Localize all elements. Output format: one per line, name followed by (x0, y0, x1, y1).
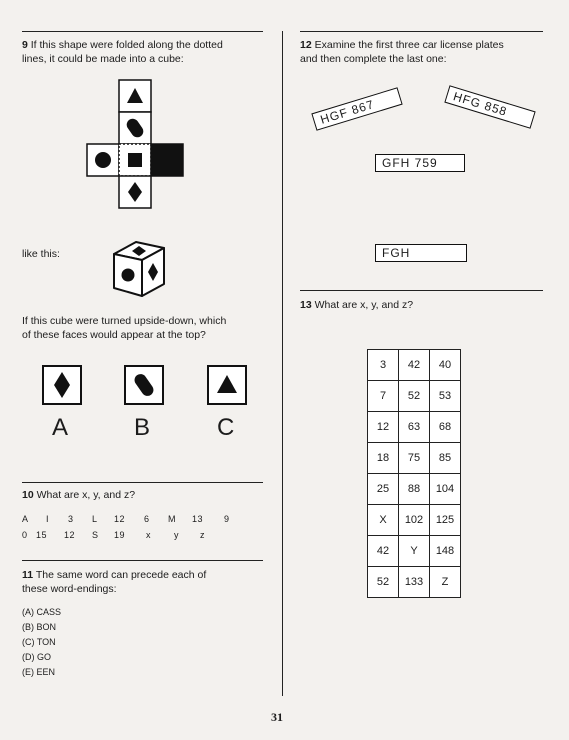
table-cell: 12 (368, 412, 399, 443)
sequence-term: 9 (224, 514, 230, 524)
choice-a-face[interactable] (42, 365, 82, 405)
question-text: The same word can precede each of (35, 569, 207, 581)
table-row (368, 567, 461, 598)
question-text: these word-endings: (22, 583, 117, 595)
diamond-icon (54, 372, 70, 398)
table-cell: 52 (399, 381, 430, 412)
table-row (368, 505, 461, 536)
table-cell: 42 (399, 350, 430, 381)
net-face-black (151, 144, 183, 176)
table-cell: 148 (430, 536, 461, 567)
sequence-term: I (46, 514, 50, 524)
table-cell: 42 (368, 536, 399, 567)
table-cell: Y (399, 536, 430, 567)
sequence-term: 19 (114, 530, 126, 540)
question-12 (300, 38, 550, 66)
table-cell: 40 (430, 350, 461, 381)
sequence-term: x (146, 530, 151, 540)
table-cell: 85 (430, 443, 461, 474)
license-plate-2: HFG 858 (444, 85, 535, 129)
oval-icon (132, 372, 156, 399)
option-e[interactable]: (E) EEN (22, 667, 56, 677)
sequence-term: y (174, 530, 179, 540)
table-row (368, 443, 461, 474)
choice-a-label: A (52, 414, 69, 441)
choice-b-label: B (134, 414, 151, 441)
sequence-term: 0 (22, 530, 28, 540)
table-cell: 125 (430, 505, 461, 536)
question-13 (300, 298, 413, 312)
table-cell: 104 (430, 474, 461, 505)
cube-net-diagram (85, 78, 190, 218)
cube-diagram (104, 238, 174, 302)
table-row (368, 474, 461, 505)
sequence-term: 12 (64, 530, 76, 540)
choice-b-face[interactable] (124, 365, 164, 405)
table-cell: 75 (399, 443, 430, 474)
table-row (368, 412, 461, 443)
table-cell: 18 (368, 443, 399, 474)
circle-icon (95, 152, 111, 168)
choice-c-face[interactable] (207, 365, 247, 405)
sequence-term: 15 (36, 530, 48, 540)
sequence-term: 12 (114, 514, 126, 524)
question-9-ask (22, 314, 267, 342)
table-cell: 53 (430, 381, 461, 412)
question-11 (22, 568, 267, 596)
option-a[interactable]: (A) CASS (22, 607, 62, 617)
table-cell: 52 (368, 567, 399, 598)
triangle-icon (217, 375, 237, 393)
square-icon (128, 153, 142, 167)
sequence-term: M (168, 514, 176, 524)
question-number: 13 (300, 299, 312, 311)
rule-q13-top (300, 290, 543, 291)
table-cell: 63 (399, 412, 430, 443)
page-number: 31 (271, 710, 283, 724)
like-this-label: like this: (22, 248, 60, 260)
question-text: of these faces would appear at the top? (22, 329, 206, 341)
column-divider (282, 31, 283, 696)
sequence-term: 13 (192, 514, 204, 524)
table-cell: 7 (368, 381, 399, 412)
table-cell: 68 (430, 412, 461, 443)
question-number: 9 (22, 39, 28, 51)
table-row (368, 381, 461, 412)
rule-q10-top (22, 482, 263, 483)
table-cell: 25 (368, 474, 399, 505)
license-plate-1: HGF 867 (311, 87, 402, 131)
license-plate-4[interactable]: FGH (375, 244, 467, 262)
table-cell: 3 (368, 350, 399, 381)
table-row (368, 536, 461, 567)
question-text: lines, it could be made into a cube: (22, 53, 184, 65)
question-text: If this cube were turned upside-down, which (22, 315, 227, 327)
question-text: What are x, y, and z? (314, 299, 414, 311)
question-text: What are x, y, and z? (36, 489, 136, 501)
choice-c-label: C (217, 414, 235, 441)
question-text: and then complete the last one: (300, 53, 447, 65)
rule-q11-top (22, 560, 263, 561)
question-10 (22, 488, 135, 502)
question-text: Examine the first three car license plates (314, 39, 504, 51)
question-number: 11 (22, 569, 34, 581)
question-number: 12 (300, 39, 312, 51)
option-b[interactable]: (B) BON (22, 622, 57, 632)
sequence-term: 6 (144, 514, 150, 524)
sequence-term: 3 (68, 514, 74, 524)
circle-icon (122, 269, 135, 282)
question-9-intro (22, 38, 267, 66)
sequence-term: L (92, 514, 98, 524)
table-cell: 88 (399, 474, 430, 505)
table-cell: 102 (399, 505, 430, 536)
sequence-term: A (22, 514, 29, 524)
rule-q9-top (22, 31, 263, 32)
question-number: 10 (22, 489, 34, 501)
sequence-term: S (92, 530, 99, 540)
sequence-term: z (200, 530, 205, 540)
license-plate-3: GFH 759 (375, 154, 465, 172)
option-c[interactable]: (C) TON (22, 637, 56, 647)
table-cell: Z (430, 567, 461, 598)
table-row (368, 350, 461, 381)
option-d[interactable]: (D) GO (22, 652, 51, 662)
question-text: If this shape were folded along the dotted (30, 39, 223, 51)
number-grid (367, 349, 461, 598)
table-cell: 133 (399, 567, 430, 598)
table-cell: X (368, 505, 399, 536)
rule-q12-top (300, 31, 543, 32)
